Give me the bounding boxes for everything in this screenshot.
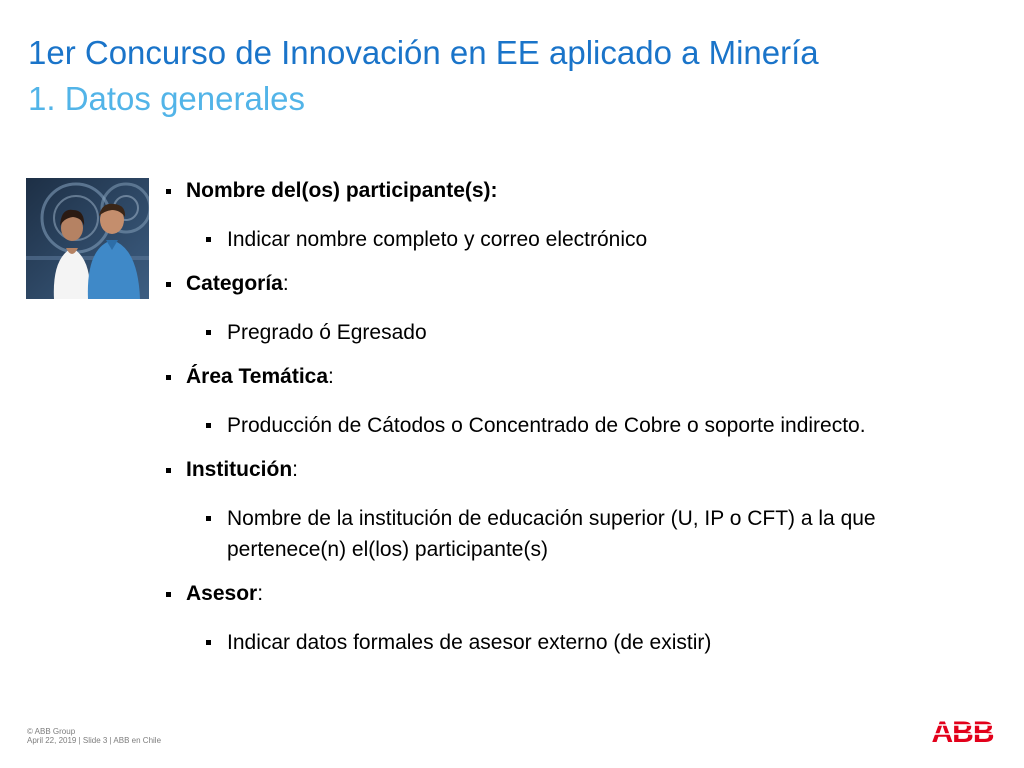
content-list: [166, 178, 986, 674]
square-bullet-icon: [206, 330, 211, 335]
square-bullet-icon: [206, 237, 211, 242]
slide-footer: [27, 727, 161, 745]
people-photo: [26, 178, 149, 299]
logo-text: ABB: [931, 716, 994, 744]
sub-item-category: Pregrado ó Egresado: [206, 317, 986, 348]
abb-logo: [926, 716, 999, 744]
square-bullet-icon: [206, 640, 211, 645]
square-bullet-icon: [166, 592, 171, 597]
square-bullet-icon: [206, 423, 211, 428]
list-item-advisor: Asesor:: [166, 581, 986, 607]
sub-item-advisor: Indicar datos formales de asesor externo (de existir): [206, 627, 986, 658]
list-item-institution: Institución:: [166, 457, 986, 483]
slide-subtitle: 1. Datos generales: [28, 80, 306, 117]
footer-info: April 22, 2019 | Slide 3 | ABB en Chile: [27, 736, 162, 745]
square-bullet-icon: [206, 516, 211, 521]
sub-item-institution: Nombre de la institución de educación superior (U, IP o CFT) a la que pertenece(n) el(los) participante(s): [206, 503, 986, 565]
sub-item-thematic-area: Producción de Cátodos o Concentrado de Cobre o soporte indirecto.: [206, 410, 986, 441]
square-bullet-icon: [166, 468, 171, 473]
slide-title: 1er Concurso de Innovación en EE aplicado a Minería: [28, 34, 819, 71]
list-item-thematic-area: Área Temática:: [166, 364, 986, 390]
list-item-participants: Nombre del(os) participante(s):: [166, 178, 986, 204]
footer-copyright: © ABB Group: [27, 727, 76, 736]
square-bullet-icon: [166, 375, 171, 380]
square-bullet-icon: [166, 189, 171, 194]
sub-item-participants: Indicar nombre completo y correo electrónico: [206, 224, 986, 255]
list-item-category: Categoría:: [166, 271, 986, 297]
square-bullet-icon: [166, 282, 171, 287]
